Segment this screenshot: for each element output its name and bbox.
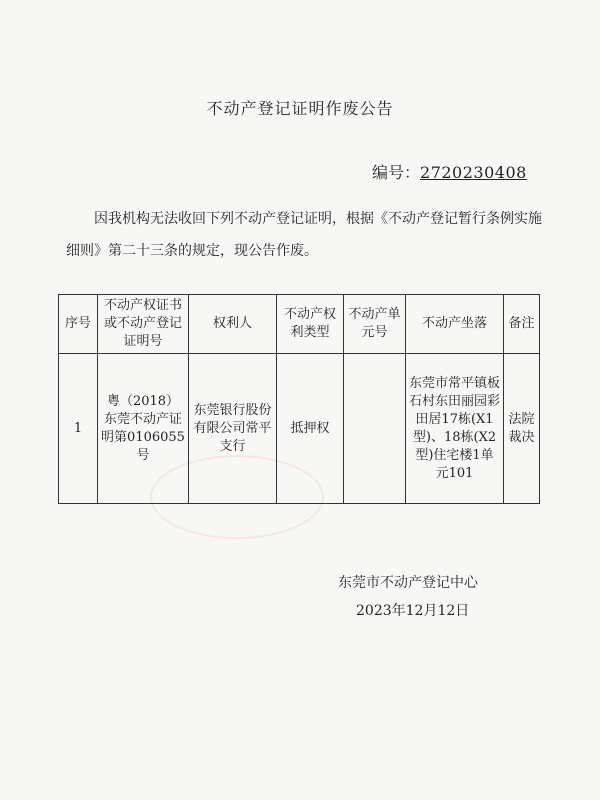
cell-location: 东莞市常平镇板石村东田丽园彩田居17栋(X1型)、18栋(X2型)住宅楼1单元101 [406,354,504,504]
document-title: 不动产登记证明作废公告 [206,99,394,118]
header-location: 不动产坐落 [406,295,504,354]
header-index: 序号 [59,295,98,354]
signature-organization: 东莞市不动产登记中心 [338,575,478,591]
cell-index: 1 [59,354,98,504]
cell-remark: 法院裁决 [504,354,540,504]
header-unit-no: 不动产单元号 [344,295,406,354]
signature-date: 2023年12月12日 [356,603,470,619]
header-right-type: 不动产权利类型 [277,295,344,354]
table-header-row [59,295,540,354]
announcement-body: 因我机构无法收回下列不动产登记证明，根据《不动产登记暂行条例实施细则》第二十三条的规定，现公告作废。 [66,211,542,259]
cell-unit-no [344,354,406,504]
records-table [58,294,540,504]
cell-right-type: 抵押权 [277,354,344,504]
table-row [59,354,540,504]
header-cert-no: 不动产权证书或不动产登记证明号 [98,295,189,354]
header-remark: 备注 [504,295,540,354]
cell-cert-no: 粤（2018）东莞不动产证明第0106055号 [98,354,189,504]
document-number [372,160,527,183]
header-holder: 权利人 [189,295,277,354]
doc-number-label: 编号： [372,163,421,182]
doc-number-value: 2720230408 [420,163,527,182]
cell-holder: 东莞银行股份有限公司常平支行 [189,354,277,504]
